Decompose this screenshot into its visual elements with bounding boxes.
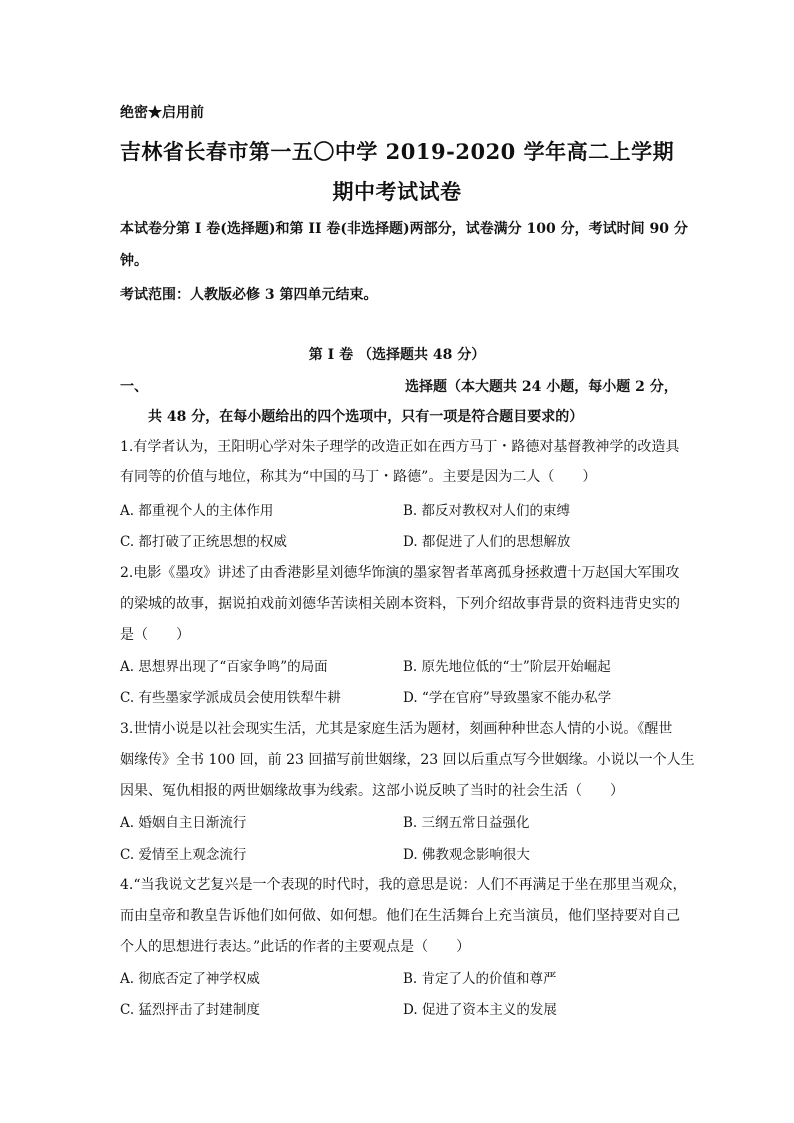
question-4-option-d: D. 促进了资本主义的发展 bbox=[403, 1002, 557, 1018]
question-1-line2: 有同等的价值与地位，称其为“中国的马丁・路德”。主要是因为二人（ ） bbox=[120, 469, 597, 485]
question-2-option-a: A. 思想界出现了“百家争鸣”的局面 bbox=[120, 659, 328, 675]
section-number: 一、 bbox=[120, 379, 148, 395]
question-1-line1: 1.有学者认为，王阳明心学对朱子理学的改造正如在西方马丁・路德对基督教神学的改造具 bbox=[120, 439, 680, 455]
question-4-option-c: C. 猛烈抨击了封建制度 bbox=[120, 1002, 260, 1018]
question-2-option-d: D. “学在官府”导致墨家不能办私学 bbox=[403, 690, 612, 706]
question-3-option-a: A. 婚姻自主日渐流行 bbox=[120, 815, 247, 831]
question-3-line2: 姻缘传》全书 100 回，前 23 回描写前世姻缘，23 回以后重点写今世姻缘。小说以一个人生 bbox=[120, 752, 695, 768]
question-2-line2: 的梁城的故事，据说拍戏前刘德华苦读相关剧本资料，下列介绍故事背景的资料违背史实的 bbox=[120, 596, 680, 612]
question-4-line2: 而由皇帝和教皇告诉他们如何做、如何想。他们在生活舞台上充当演员，他们坚持要对自己 bbox=[120, 908, 680, 924]
question-2-line1: 2.电影《墨攻》讲述了由香港影星刘德华饰演的墨家智者革离孤身拯救遭十万赵国大军围攻 bbox=[120, 565, 680, 581]
question-3-option-b: B. 三纲五常日益强化 bbox=[403, 815, 530, 831]
question-3-option-c: C. 爱情至上观念流行 bbox=[120, 847, 247, 863]
question-4-line1: 4.“当我说文艺复兴是一个表现的时代时，我的意思是说：人们不再满足于坐在那里当观众， bbox=[120, 877, 687, 893]
question-1-option-c: C. 都打破了正统思想的权威 bbox=[120, 534, 287, 550]
intro-line2: 钟。 bbox=[120, 253, 148, 269]
question-1-option-b: B. 都反对教权对人们的束缚 bbox=[403, 503, 571, 519]
question-2-option-b: B. 原先地位低的“士”阶层开始崛起 bbox=[403, 659, 611, 675]
question-4-option-a: A. 彻底否定了神学权威 bbox=[120, 971, 260, 987]
question-1-option-a: A. 都重视个人的主体作用 bbox=[120, 503, 274, 519]
question-4-line3: 个人的思想进行表达。”此话的作者的主要观点是（ ） bbox=[120, 939, 471, 955]
question-2-line3: 是（ ） bbox=[120, 627, 190, 643]
secret-mark: 绝密★启用前 bbox=[120, 105, 204, 121]
section-instruction-line1: 选择题（本大题共 24 小题，每小题 2 分， bbox=[405, 379, 678, 395]
question-2-option-c: C. 有些墨家学派成员会使用铁犁牛耕 bbox=[120, 690, 341, 706]
question-4-option-b: B. 肯定了人的价值和尊严 bbox=[403, 971, 557, 987]
question-3-option-d: D. 佛教观念影响很大 bbox=[403, 847, 530, 863]
intro-line1: 本试卷分第 I 卷(选择题)和第 II 卷(非选择题)两部分，试卷满分 100 分，考试时间 90 分 bbox=[120, 221, 688, 237]
exam-title-line2: 期中考试试卷 bbox=[332, 179, 462, 204]
question-3-line1: 3.世情小说是以社会现实生活，尤其是家庭生活为题材，刻画种种世态人情的小说。《醒世 bbox=[120, 721, 673, 737]
question-1-option-d: D. 都促进了人们的思想解放 bbox=[403, 534, 571, 550]
exam-scope: 考试范围：人教版必修 3 第四单元结束。 bbox=[120, 287, 378, 303]
section-heading: 第 I 卷 （选择题共 48 分） bbox=[308, 347, 486, 363]
exam-title-line1: 吉林省长春市第一五〇中学 2019-2020 学年高二上学期 bbox=[119, 139, 675, 164]
question-3-line3: 因果、冤仇相报的两世姻缘故事为线索。这部小说反映了当时的社会生活（ ） bbox=[120, 783, 624, 799]
section-instruction-line2: 共 48 分，在每小题给出的四个选项中，只有一项是符合题目要求的） bbox=[148, 409, 584, 425]
